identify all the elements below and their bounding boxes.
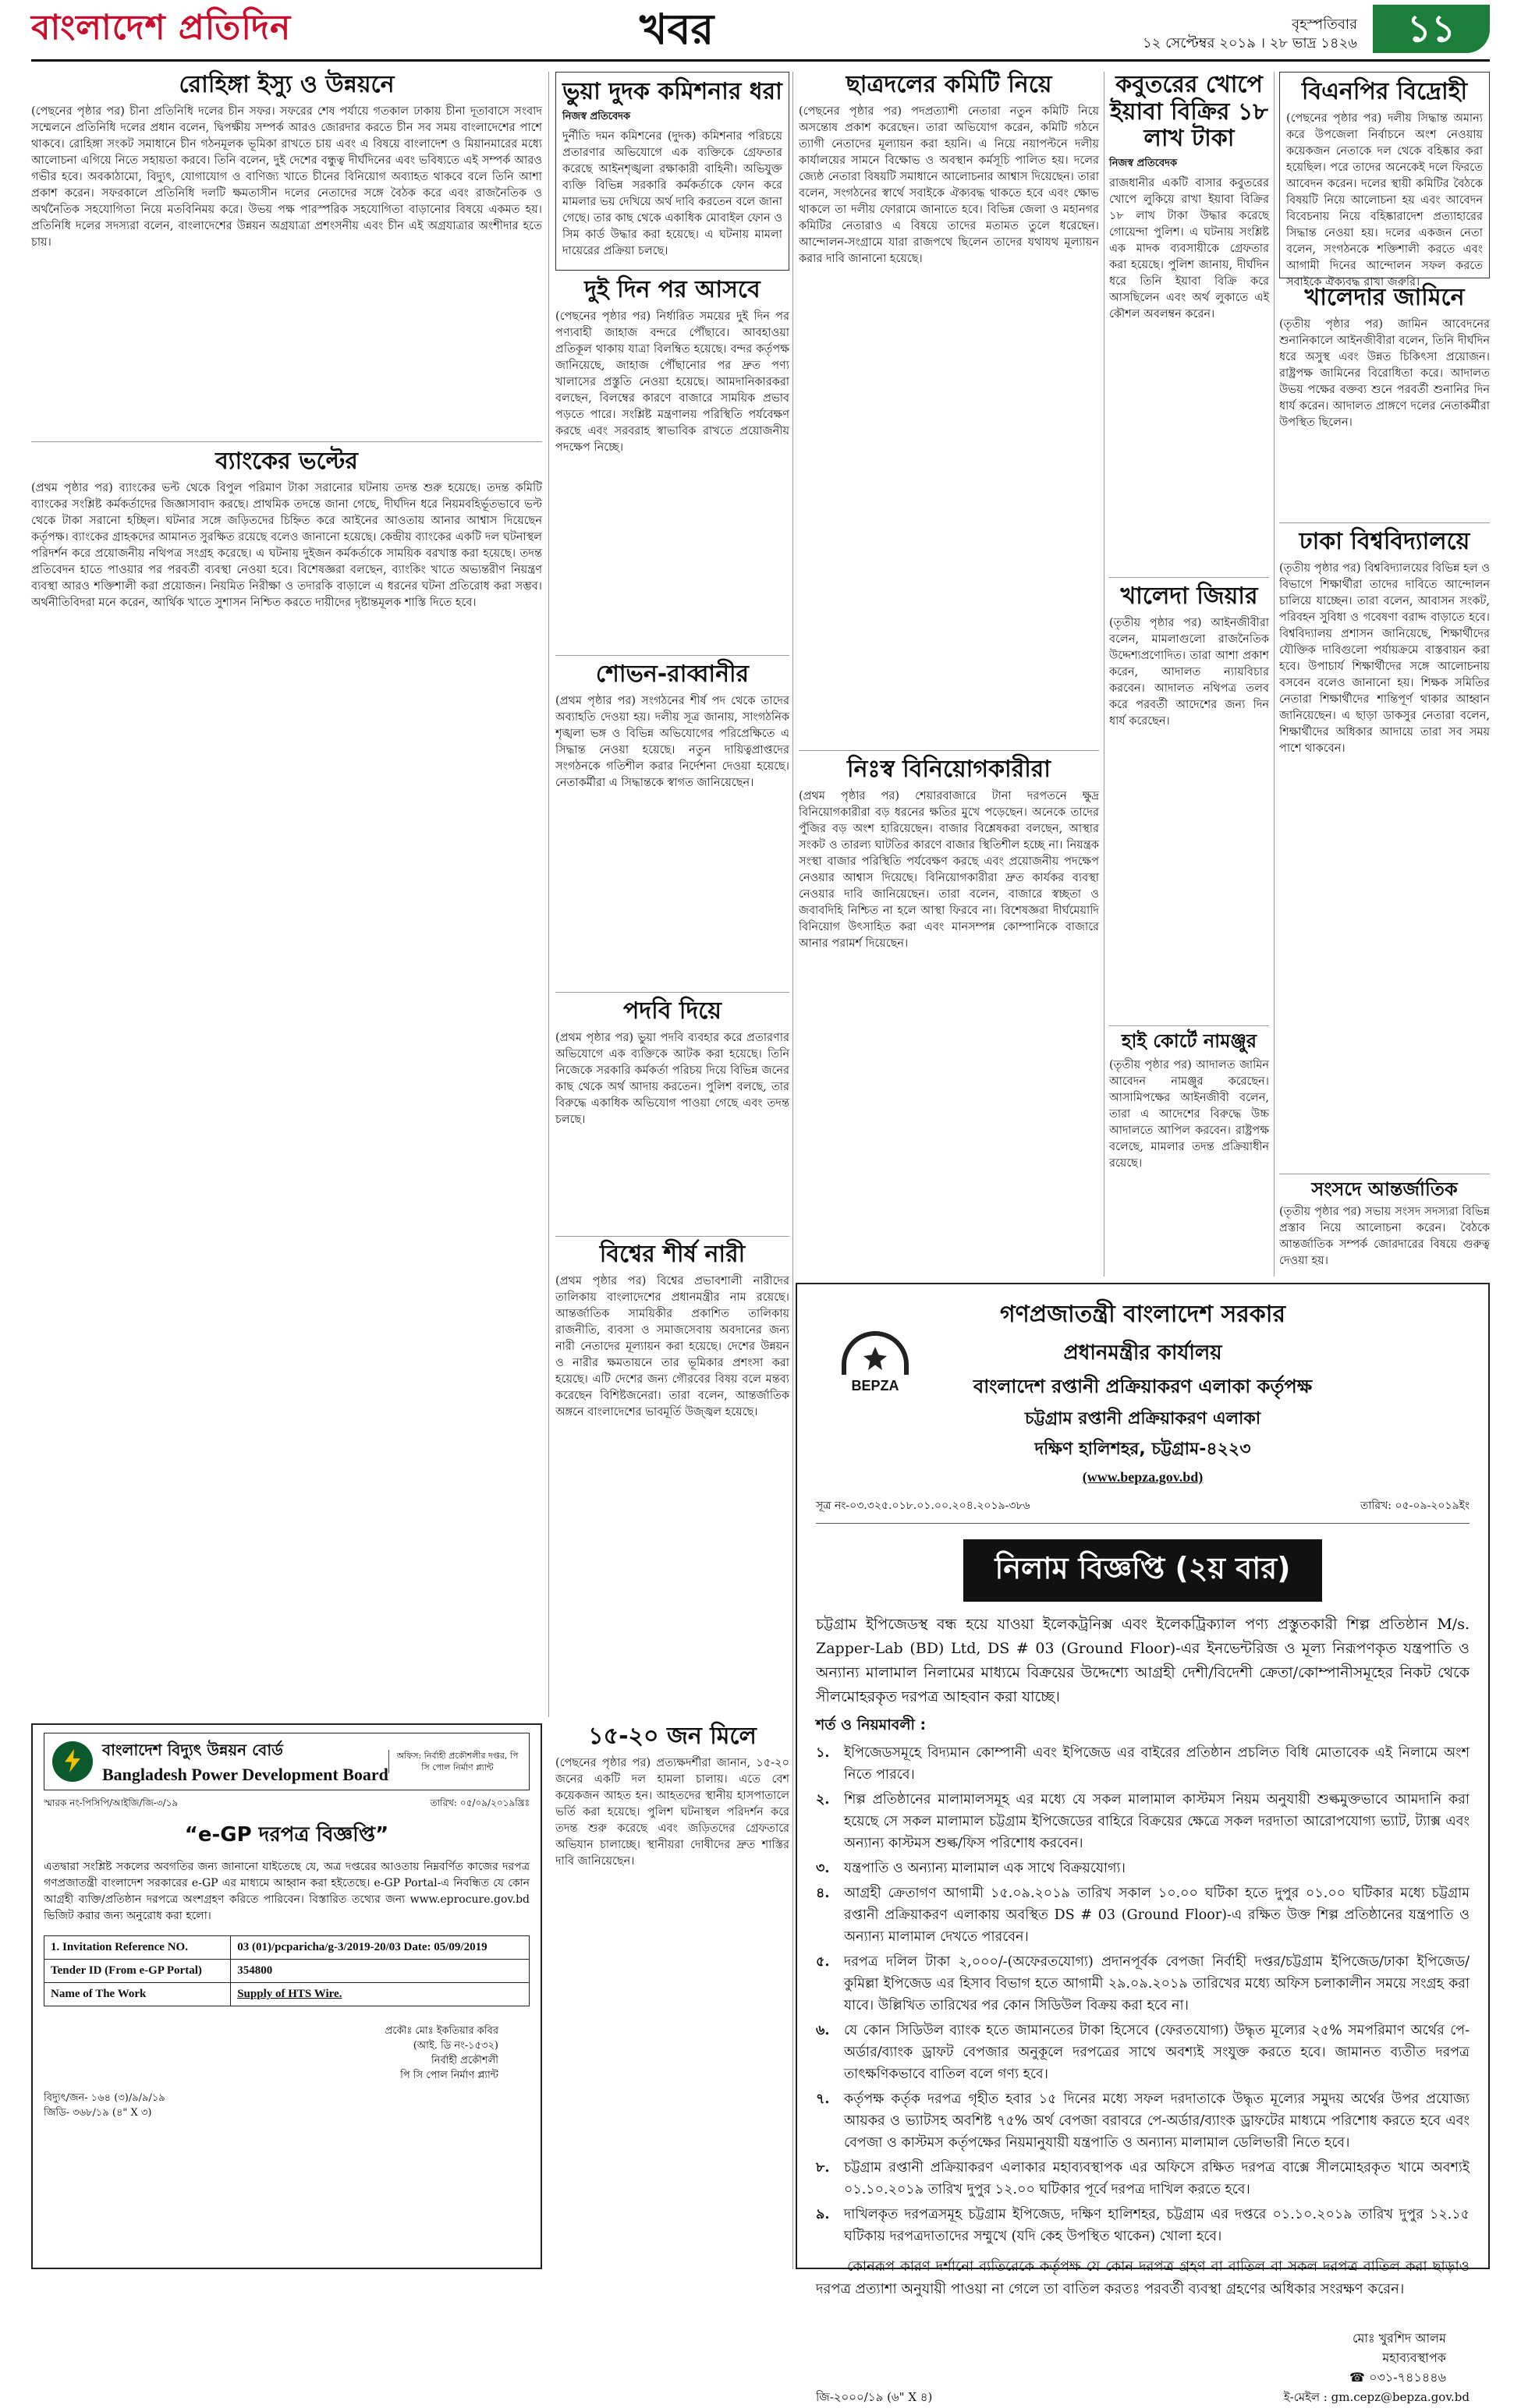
divider xyxy=(555,655,789,656)
article-yaba xyxy=(1109,72,1269,571)
bepza-logo-text: BEPZA xyxy=(851,1378,899,1393)
bpdb-name-en: Bangladesh Power Development Board xyxy=(102,1764,388,1784)
article-body: (তৃতীয় পৃষ্ঠার পর) জামিন আবেদনের শুনানিকালে আইনজীবীরা বলেন, তিনি দীর্ঘদিন ধরে অসুস্থ এবং উন্নত চিকিৎসা প্রয়োজন। রাষ্ট্রপক্ষ জামিনের বিরোধিতা করে। আদালত উভয় পক্ষের বক্তব্য শুনে পরবর্তী শুনানির দিন ধার্য করেন। আদালত প্রাঙ্গণে দলের নেতাকর্মীরা উপস্থিত ছিলেন। xyxy=(1279,317,1490,429)
bepza-gd-code: জি-২০০০/১৯ (৬" X ৪) xyxy=(816,2390,933,2404)
bepza-conditions-title: শর্ত ও নিয়মাবলী : xyxy=(816,1716,927,1733)
bepza-govt: গণপ্রজাতন্ত্রী বাংলাদেশ সরকার xyxy=(1000,1301,1285,1328)
signatory-phone: ☎ ০৩১-৭৪১৪৪৬ xyxy=(1349,2370,1446,2385)
header-rule xyxy=(31,59,1490,62)
bpdb-memo-no: স্মারক নং-পিসিপি/আইজি/জি-৩/১৯ xyxy=(44,1797,179,1808)
headline: ভুয়া দুদক কমিশনার ধরা xyxy=(562,78,782,105)
article-parliament xyxy=(1279,1179,1490,1277)
bepza-logo xyxy=(828,1331,922,1417)
bpdb-tender-ad xyxy=(31,1723,542,2269)
section-title: খবর xyxy=(640,5,714,54)
bpdb-logo-icon xyxy=(52,1741,93,1782)
headline: নিঃস্ব বিনিয়োগকারীরা xyxy=(846,756,1051,783)
headline: শোভন-রাব্বানীর xyxy=(595,660,750,688)
article-body: (প্রথম পৃষ্ঠার পর) বিশ্বের প্রভাবশালী নারীদের তালিকায় বাংলাদেশের প্রধানমন্ত্রীর নাম রয়েছে। আন্তর্জাতিক সাময়িকীর প্রকাশিত তালিকায় রাজনীতি, ব্যবসা ও সমাজসেবায় অবদানের জন্য নারী নেতাদের মূল্যায়ন করা হয়েছে। দেশের উন্নয়ন ও নারীর ক্ষমতায়নে তার ভূমিকার প্রশংসা করা হয়েছে। এটি দেশের জন্য গৌরবের বিষয় বলে মন্তব্য করেছেন বিশিষ্টজনেরা। তারা বলেন, আন্তর্জাতিক অঙ্গনে বাংলাদেশের ভাবমূর্তি উজ্জ্বল হয়েছে। xyxy=(555,1274,789,1418)
headline: খালেদার জামিনে xyxy=(1304,284,1465,311)
masthead xyxy=(0,0,1521,62)
list-item xyxy=(816,2020,1470,2085)
article-body: (তৃতীয় পৃষ্ঠার পর) সভায় সংসদ সদস্যরা বিভিন্ন প্রস্তাব নিয়ে আলোচনা করেন। বৈঠকে আন্তর্জাতিক সম্পর্ক জোরদারের বিষয়ে গুরুত্ব দেওয়া হয়। xyxy=(1279,1205,1490,1267)
item-number: ৪. xyxy=(816,1886,830,1901)
byline: নিজস্ব প্রতিবেদক xyxy=(1109,157,1178,169)
headline: রোহিঙ্গা ইস্যু ও উন্নয়নে xyxy=(179,71,395,98)
item-number: ৫. xyxy=(816,1954,830,1970)
bpdb-title: “e-GP দরপত্র বিজ্ঞপ্তি” xyxy=(184,1823,389,1847)
issue-date xyxy=(1143,16,1357,53)
column-divider xyxy=(548,72,549,1717)
article-body: (প্রথম পৃষ্ঠার পর) সংগঠনের শীর্ষ পদ থেকে তাদের অব্যাহতি দেওয়া হয়। দলীয় সূত্র জানায়, সাংগঠনিক শৃঙ্খলা ভঙ্গ ও বিভিন্ন অভিযোগের পরিপ্রেক্ষিতে এ সিদ্ধান্ত নেওয়া হয়েছে। নতুন দায়িত্বপ্রাপ্তদের সংগঠনকে গতিশীল করার নির্দেশনা দেওয়া হয়েছে। নেতাকর্মীরা এ সিদ্ধান্তকে স্বাগত জানিয়েছেন। xyxy=(555,694,789,789)
article-body: রাজধানীর একটি বাসার কবুতরের খোপে লুকিয়ে রাখা ইয়াবা বিক্রির ১৮ লাখ টাকা উদ্ধার করেছে গোয়েন্দা পুলিশ। এ ঘটনায় সংশ্লিষ্ট এক মাদক ব্যবসায়ীকে গ্রেফতার করা হয়েছে। পুলিশ জানায়, দীর্ঘদিন ধরে তিনি ইয়াবা বিক্রি করে আসছিলেন এবং অর্থ লুকাতে এই কৌশল অবলম্বন করেন। xyxy=(1109,176,1269,320)
table-row xyxy=(44,1960,530,1983)
bepza-conditions-list xyxy=(816,1742,1470,2247)
list-item xyxy=(816,2157,1470,2201)
article-bnp-rebels xyxy=(1279,72,1490,289)
list-item xyxy=(816,2088,1470,2154)
divider xyxy=(555,1236,789,1237)
item-number: ৯. xyxy=(816,2207,830,2222)
item-text: ইপিজেডসমূহে বিদ্যমান কোম্পানী এবং ইপিজেড এর বাইরের প্রতিষ্ঠান প্রচলিত বিধি মোতাবেক এই নিলামে অংশ নিতে পারবে। xyxy=(844,1745,1470,1783)
article-body: (পেছনের পৃষ্ঠার পর) পদপ্রত্যাশী নেতারা নতুন কমিটি নিয়ে অসন্তোষ প্রকাশ করেছেন। তারা অভিযোগ করেন, কমিটি গঠনে ত্যাগী নেতাদের মূল্যায়ন করা হয়নি। এ নিয়ে নয়াপল্টনে দলীয় কার্যালয়ের সামনে বিক্ষোভ ও অবস্থান কর্মসূচি পালিত হয়। দলের জ্যেষ্ঠ নেতারা বিষয়টি সমাধানে আলোচনার আশ্বাস দিয়েছেন। তারা বলেন, সংগঠনের স্বার্থে সবাইকে ঐক্যবদ্ধ থাকতে হবে এবং ক্ষোভ থাকলে তা দলীয় ফোরামে জানাতে হবে। বিভিন্ন জেলা ও মহানগর কমিটির নেতারাও এ বিষয়ে তাদের মতামত তুলে ধরেছেন। আন্দোলন-সংগ্রামে যারা রাজপথে ছিলেন তাদের যথাযথ মূল্যায়ন করার দাবি জানানো হয়েছে। xyxy=(799,104,1099,265)
bpdb-footer: বিদ্যুৎ/জন- ১৬৪ (৩)/৯/৯/১৯ জিডি- ৩৬৮/১৯ (৪" X ৩) xyxy=(44,2092,165,2119)
bpdb-tender-table xyxy=(44,1935,530,2006)
article-two-days-later xyxy=(555,277,789,651)
issue-date-text: ১২ সেপ্টেম্বর ২০১৯ । ২৮ ভাদ্র ১৪২৬ xyxy=(1142,35,1357,51)
article-body: (প্রথম পৃষ্ঠার পর) শেয়ারবাজারে টানা দরপতনে ক্ষুদ্র বিনিয়োগকারীরা বড় ধরনের ক্ষতির মুখে পড়েছেন। অনেকে তাদের পুঁজির বড় অংশ হারিয়েছেন। বাজার বিশ্লেষকরা বলছেন, আস্থার সংকট ও তারল্য ঘাটতির কারণে বাজার স্থিতিশীল হচ্ছে না। নিয়ন্ত্রক সংস্থা বাজার পরিস্থিতি পর্যবেক্ষণ করছে এবং প্রয়োজনীয় পদক্ষেপ নেওয়ার আশ্বাস দিয়েছে। বিনিয়োগকারীরা দ্রুত কার্যকর ব্যবস্থা নেওয়ার দাবি জানিয়েছেন। তারা বলেন, বাজারে স্বচ্ছতা ও জবাবদিহি নিশ্চিত না হলে আস্থা ফিরবে না। বিশেষজ্ঞরা দীর্ঘমেয়াদি বিনিয়োগ উৎসাহিত করা এবং মানসম্পন্ন কোম্পানিকে বাজারে আনার পরামর্শ দিয়েছেন। xyxy=(799,789,1099,950)
table-label: Tender ID (From e-GP Portal) xyxy=(44,1960,231,1983)
bepza-memo-date: তারিখ: ০৫-০৯-২০১৯ইং xyxy=(1360,1500,1470,1512)
bepza-email[interactable]: ই-মেইল : gm.cepz@bepza.gov.bd xyxy=(1283,2390,1470,2404)
bpdb-name-bn: বাংলাদেশ বিদ্যুৎ উন্নয়ন বোর্ড xyxy=(102,1740,283,1759)
headline: সংসদে আন্তর্জাতিক xyxy=(1311,1178,1458,1200)
list-item xyxy=(816,1789,1470,1854)
list-item xyxy=(816,2204,1470,2247)
article-body: (পেছনের পৃষ্ঠার পর) প্রত্যক্ষদর্শীরা জানান, ১৫-২০ জনের একটি দল হামলা চালায়। এতে বেশ কয়েকজন আহত হন। আহতদের স্থানীয় হাসপাতালে ভর্তি করা হয়েছে। পুলিশ ঘটনাস্থল পরিদর্শন করে তদন্ত শুরু করেছে এবং জড়িতদের গ্রেফতারে অভিযান চালাচ্ছে। স্থানীয়রা দোষীদের দ্রুত শাস্তির দাবি জানিয়েছেন। xyxy=(555,1756,789,1868)
bepza-reservation-clause: কোনরূপ কারণ দর্শানো ব্যতিরেকে কর্তৃপক্ষ যে কোন দরপত্র গ্রহণ বা বাতিল বা সকল দরপত্র বাতিল করা ছাড়াও দরপত্র প্রত্যাশা অনুযায়ী পাওয়া না গেলে তা বাতিল করতঃ পরবর্তী ব্যবস্থা গ্রহণের অধিকার সংরক্ষণ করেন। xyxy=(816,2258,1470,2297)
article-body: দুর্নীতি দমন কমিশনের (দুদক) কমিশনার পরিচয়ে প্রতারণার অভিযোগে এক ব্যক্তিকে গ্রেফতার করেছে আইনশৃঙ্খলা রক্ষাকারী বাহিনী। অভিযুক্ত ব্যক্তি বিভিন্ন সরকারি কর্মকর্তাকে ফোন করে মামলার ভয় দেখিয়ে অর্থ দাবি করতেন বলে জানা গেছে। তার কাছ থেকে একাধিক মোবাইল ফোন ও সিম কার্ড উদ্ধার করা হয়েছে। এ ঘটনায় মামলা দায়েরের প্রক্রিয়া চলছে। xyxy=(562,129,782,257)
bepza-address: দক্ষিণ হালিশহর, চট্টগ্রাম-৪২২৩ xyxy=(1034,1439,1251,1459)
headline: ১৫-২০ জন মিলে xyxy=(588,1723,757,1750)
page-number: ১১ xyxy=(1373,5,1490,53)
article-body: (তৃতীয় পৃষ্ঠার পর) আইনজীবীরা বলেন, মামলাগুলো রাজনৈতিক উদ্দেশ্যপ্রণোদিত। তারা আশা প্রকাশ করেন, আদালত ন্যায়বিচার করবেন। আদালত নথিপত্র তলব করে পরবর্তী আদেশের জন্য দিন ধার্য করেছেন। xyxy=(1109,616,1269,728)
headline: ব্যাংকের ভল্টের xyxy=(215,448,358,475)
byline: নিজস্ব প্রতিবেদক xyxy=(562,110,631,122)
article-body: (পেছনের পৃষ্ঠার পর) নির্ধারিত সময়ের দুই দিন পর পণ্যবাহী জাহাজ বন্দরে পৌঁছাবে। আবহাওয়া প্রতিকূল থাকায় যাত্রা বিলম্বিত হয়েছে। বন্দর কর্তৃপক্ষ জানিয়েছে, জাহাজ পৌঁছানোর পর দ্রুত পণ্য খালাসের প্রস্তুতি নেওয়া হয়েছে। আমদানিকারকরা বলছেন, বিলম্বের কারণে বাজারে সাময়িক প্রভাব পড়তে পারে। সংশ্লিষ্ট মন্ত্রণালয় পরিস্থিতি পর্যবেক্ষণ করছে এবং সরবরাহ স্বাভাবিক রাখতে প্রয়োজনীয় পদক্ষেপ নিচ্ছে। xyxy=(555,310,789,454)
column-divider xyxy=(792,72,793,2269)
article-body: (প্রথম পৃষ্ঠার পর) ভুয়া পদবি ব্যবহার করে প্রতারণার অভিযোগে এক ব্যক্তিকে আটক করা হয়েছে। তিনি নিজেকে সরকারি কর্মকর্তা পরিচয় দিয়ে বিভিন্ন জনের কাছ থেকে অর্থ আদায় করতেন। পুলিশ বলছে, তার বিরুদ্ধে একাধিক অভিযোগ পাওয়া গেছে এবং তদন্ত চলছে। xyxy=(555,1031,789,1126)
bepza-intro: চট্টগ্রাম ইপিজেডস্থ বন্ধ হয়ে যাওয়া ইলেকট্রনিক্স এবং ইলেকট্রিক্যাল পণ্য প্রস্তুতকারী শিল্প প্রতিষ্ঠান M/s. Zapper-Lab (BD) Ltd, DS # 03 (Ground Floor)-এর ইনভেন্টরিজ ও মূল্য নিরূপণকৃত যন্ত্রপাতি ও অন্যান্য মালামাল নিলামের মাধ্যমে বিক্রয়ের উদ্দেশ্যে আগ্রহী দেশী/বিদেশী ক্রেতা/কোম্পানীসমূহের নিকট থেকে সীলমোহরকৃত দরপত্র আহবান করা যাচ্ছে। xyxy=(816,1616,1470,1705)
headline: বিশ্বের শীর্ষ নারী xyxy=(599,1241,746,1268)
article-body: (তৃতীয় পৃষ্ঠার পর) বিশ্ববিদ্যালয়ের বিভিন্ন হল ও বিভাগে শিক্ষার্থীরা তাদের দাবিতে আন্দোলন চালিয়ে যাচ্ছেন। তারা বলেন, আবাসন সংকট, পরিবহন সুবিধা ও গবেষণা বরাদ্দ বাড়াতে হবে। বিশ্ববিদ্যালয় প্রশাসন জানিয়েছে, শিক্ষার্থীদের যৌক্তিক দাবিগুলো পর্যায়ক্রমে বাস্তবায়ন করা হবে। উপাচার্য শিক্ষার্থীদের সঙ্গে আলোচনায় বসবেন বলেও জানানো হয়। শিক্ষক সমিতির নেতারা শিক্ষার্থীদের শান্তিপূর্ণ থাকার আহ্বান জানিয়েছেন। এ ছাড়া ডাকসুর নেতারা বলেন, শিক্ষার্থীদের অধিকার আদায়ে তারা সব সময় পাশে থাকবেন। xyxy=(1279,561,1490,755)
article-shovon-rabbani xyxy=(555,661,789,989)
headline: দুই দিন পর আসবে xyxy=(584,276,760,303)
article-bank-vault xyxy=(31,448,542,1716)
bepza-zone: চট্টগ্রাম রপ্তানী প্রক্রিয়াকরণ এলাকা xyxy=(1024,1409,1261,1429)
article-dhaka-university xyxy=(1279,529,1490,1168)
item-text: যন্ত্রপাতি ও অন্যান্য মালামাল এক সাথে বিক্রয়যোগ্য। xyxy=(844,1861,1126,1876)
divider xyxy=(31,441,542,442)
item-number: ৩. xyxy=(816,1861,830,1876)
bepza-authority: বাংলাদেশ রপ্তানী প্রক্রিয়াকরণ এলাকা কর্তৃপক্ষ xyxy=(973,1376,1313,1397)
table-label: 1. Invitation Reference NO. xyxy=(44,1936,231,1960)
table-value: Supply of HTS Wire. xyxy=(231,1983,530,2006)
article-khaleda-zia xyxy=(1109,583,1269,1020)
headline: ছাত্রদলের কমিটি নিয়ে xyxy=(846,71,1052,98)
headline: পদবি দিয়ে xyxy=(623,997,722,1025)
bpdb-body: এতদ্বারা সংশ্লিষ্ট সকলের অবগতির জন্য জানানো যাইতেছে যে, অত্র দপ্তরের আওতায় নিম্নবর্ণিত কাজের দরপত্র গণপ্রজাতন্ত্রী বাংলাদেশ সরকারের e-GP এর মাধ্যমে আহ্বান করা হইতেছে। e-GP Portal-এ নিবন্ধিত যে কোন আগ্রহী ব্যক্তি/প্রতিষ্ঠান দরপত্রে অংশগ্রহণ করিতে পারিবেন। বিস্তারিত তথ্যের জন্য www.eprocure.gov.bd ভিজিট করার জন্য অনুরোধ করা হলো। xyxy=(44,1861,530,1922)
bpdb-signature: প্রকৌঃ মোঃ ইকতিয়ার কবির (আই. ডি নং-১৫৩২) নির্বাহী প্রকৌশলী পি সি পোল নির্মাণ প্ল্যান্ট xyxy=(385,2025,498,2081)
item-text: যে কোন সিডিউল ব্যাংক হতে জামানতের টাকা হিসেবে (ফেরতযোগ্য) উদ্ধৃত মূল্যের ২৫% সমপরিমাণ অর্থের পে-অর্ডার/ব্যাংক ড্রাফট বেপজার অনুকূলে দরপত্রের সাথে অবশ্যই সংযুক্ত করতে হবে। জামানত ব্যতীত দরপত্র তাৎক্ষণিকভাবে বাতিল বলে গণ্য হবে। xyxy=(844,2023,1470,2082)
divider xyxy=(1109,577,1269,578)
list-item xyxy=(816,1951,1470,2017)
article-body: (তৃতীয় পৃষ্ঠার পর) আদালত জামিন আবেদন নামঞ্জুর করেছেন। আসামিপক্ষের আইনজীবী বলেন, তারা এ আদেশের বিরুদ্ধে উচ্চ আদালতে আপিল করবেন। রাষ্ট্রপক্ষ বলেছে, মামলার তদন্ত প্রক্রিয়াধীন রয়েছে। xyxy=(1109,1058,1269,1170)
bpdb-office: অফিস: নির্বাহী প্রকৌশলীর দপ্তর, পি সি পোল নির্মাণ প্ল্যান্ট xyxy=(388,1750,521,1773)
signatory-title: মহাব্যবস্থাপক xyxy=(1382,2350,1446,2365)
article-body: (পেছনের পৃষ্ঠার পর) চীনা প্রতিনিধি দলের চীন সফর। সফরের শেষ পর্যায়ে গতকাল ঢাকায় চীনা দূতাবাসে সংবাদ সম্মেলনে প্রতিনিধি দলের প্রধান বলেন, দ্বিপক্ষীয় সম্পর্ক আরও জোরদার করতে চীন সব সময় বাংলাদেশের পাশে থাকবে। রোহিঙ্গা সংকট সমাধানে চীন গঠনমূলক ভূমিকা রাখতে চায় এবং এ বিষয়ে বাংলাদেশ ও মিয়ানমারের মধ্যে আলোচনা এগিয়ে নিতে সহায়তা করবে। তিনি বলেন, দুই দেশের বন্ধুত্ব দীর্ঘদিনের এবং ভবিষ্যতে এই সম্পর্ক আরও গভীর হবে। অবকাঠামো, বিদ্যুৎ, যোগাযোগ ও বাণিজ্য খাতে চীনের বিনিয়োগ অব্যাহত থাকবে বলে তিনি আশা প্রকাশ করেন। সফরকালে প্রতিনিধি দলটি ক্ষমতাসীন দলের নেতাদের সঙ্গে বৈঠক করে এবং রাজনৈতিক ও অর্থনৈতিক সহযোগিতা নিয়ে মতবিনিময় করে। উভয় পক্ষ পারস্পরিক সহযোগিতা বাড়ানোর বিষয়ে একমত হয়। প্রতিনিধি দলের সদস্যরা বলেন, বাংলাদেশের উন্নয়ন অগ্রযাত্রা প্রশংসনীয় এবং চীন এই অগ্রযাত্রার অংশীদার হতে চায়। xyxy=(31,104,542,249)
divider xyxy=(1109,1025,1269,1026)
article-chhatradal xyxy=(799,72,1099,746)
list-item xyxy=(816,1742,1470,1786)
article-15-20-people xyxy=(555,1723,789,2269)
bepza-memo-no: সূত্র নং-০৩.৩২৫.০১৮.০১.০০.২০৪.২০১৯-৩৮৬ xyxy=(816,1500,1030,1512)
item-number: ৬. xyxy=(816,2023,830,2038)
headline: কবুতরের খোপে ইয়াবা বিক্রির ১৮ লাখ টাকা xyxy=(1110,71,1268,152)
bpdb-header xyxy=(44,1733,530,1790)
table-label: Name of The Work xyxy=(44,1983,231,2006)
article-khaleda-bail xyxy=(1279,285,1490,519)
bpdb-memo-date: তারিখ: ০৫/০৯/২০১৯খ্রিঃ xyxy=(430,1797,530,1808)
bepza-signature xyxy=(816,2328,1470,2387)
bepza-notice-title: নিলাম বিজ্ঞপ্তি (২য় বার) xyxy=(963,1539,1322,1602)
article-rohingya xyxy=(31,72,542,438)
table-row xyxy=(44,1983,530,2006)
item-number: ৮. xyxy=(816,2160,830,2176)
item-text: শিল্প প্রতিষ্ঠানের মালামালসমূহ এর মধ্যে যে সকল মালামাল কাস্টমস নিয়ম অনুযায়ী শুল্কমুক্তভাবে আমদানি করা হয়েছে সে সকল মালামাল চট্টগ্রাম ইপিজেডের বাহিরে বিক্রয়ের ক্ষেত্রে সকল দরদাতা আরোপযোগ্য ভ্যাট, ট্যাক্স এবং অন্যান্য কাস্টমস শুল্ক/ফিস পরিশোধ করবেন। xyxy=(844,1792,1470,1851)
newspaper-logo[interactable] xyxy=(31,8,291,48)
table-value: 354800 xyxy=(231,1960,530,1983)
list-item xyxy=(816,1857,1470,1879)
logo-text: বাংলাদেশ প্রতিদিন xyxy=(31,8,292,48)
item-text: দরপত্র দলিল টাকা ২,০০০/-(অফেরতযোগ্য) প্রদানপূর্বক বেপজা নির্বাহী দপ্তর/চট্টগ্রাম ইপিজেড/ঢাকা ইপিজেড/কুমিল্লা ইপিজেড এর হিসাব বিভাগ হতে আগামী ২৯.০৯.২০১৯ তারিখের মধ্যে অফিস চলাকালীন সময়ে সংগ্রহ করা যাবে। উল্লিখিত তারিখের পর কোন সিডিউল বিক্রয় করা হবে না। xyxy=(844,1954,1470,2013)
list-item xyxy=(816,1882,1470,1948)
item-number: ২. xyxy=(816,1792,830,1808)
bepza-gear-icon xyxy=(842,1331,909,1375)
divider xyxy=(1279,522,1490,523)
item-text: আগ্রহী ক্রেতাগণ আগামী ১৫.০৯.২০১৯ তারিখ সকাল ১০.০০ ঘটিকা হতে দুপুর ০১.০০ ঘটিকার মধ্যে চট্টগ্রাম রপ্তানী প্রক্রিয়াকরণ এলাকায় অবস্থিত DS # 03 (Ground Floor)-এ রক্ষিত উক্ত শিল্প প্রতিষ্ঠানের যন্ত্রপাতি ও অন্যান্য মালামাল দেখতে পারবেন। xyxy=(844,1886,1470,1945)
divider xyxy=(555,992,789,993)
divider xyxy=(799,750,1099,751)
article-body: (পেছনের পৃষ্ঠার পর) দলীয় সিদ্ধান্ত অমান্য করে উপজেলা নির্বাচনে অংশ নেওয়ায় কয়েকজন নেতাকে দল থেকে বহিষ্কার করা হয়েছিল। পরে তাদের অনেকেই দলে ফিরতে আবেদন করেন। দলের স্থায়ী কমিটির বৈঠকে বিষয়টি নিয়ে আলোচনা হয় এবং আবেদন বিবেচনায় নিয়ে বহিষ্কারাদেশ প্রত্যাহারের সিদ্ধান্ত নেওয়া হয়। দলের একজন নেতা বলেন, সংগঠনকে শক্তিশালী করতে এবং আগামী দিনের আন্দোলন সফল করতে সবাইকে ঐক্যবদ্ধ রাখা জরুরি। xyxy=(1286,112,1483,289)
article-padabi xyxy=(555,998,789,1232)
column-divider xyxy=(1274,72,1275,1277)
headline: খালেদা জিয়ার xyxy=(1120,583,1258,610)
item-number: ১. xyxy=(816,1745,830,1761)
headline: ঢাকা বিশ্ববিদ্যালয়ে xyxy=(1299,528,1470,555)
item-text: কর্তৃপক্ষ কর্তৃক দরপত্র গৃহীত হবার ১৫ দিনের মধ্যে সফল দরদাতাকে উদ্ধৃত মূল্যের সমুদয় অর্থের উপর প্রযোজ্য আয়কর ও ভ্যাটসহ অবশিষ্ট ৭৫% অর্থ বেপজা বরাবরে পে-অর্ডার/ব্যাংক ড্রাফটের মাধ্যমে পরিশোধ করতে হবে এবং বেপজা ও কাস্টমস কর্তৃপক্ষের নিয়মানুযায়ী যন্ত্রপাতি ও অন্যান্য মালামাল ডেলিভারী নিতে হবে। xyxy=(844,2091,1470,2151)
headline: হাই কোর্টে নামঞ্জুর xyxy=(1121,1030,1257,1052)
article-top-women xyxy=(555,1241,789,1716)
headline: বিএনপির বিদ্রোহী xyxy=(1301,78,1468,105)
item-text: দাখিলকৃত দরপত্রসমূহ চট্টগ্রাম ইপিজেড, দক্ষিণ হালিশহর, চট্টগ্রাম এর দপ্তরে ০১.১০.২০১৯ তারিখ দুপুর ১২.১৫ ঘটিকায় দরপত্রদাতাদের সম্মুখে (যদি কেহ উপস্থিত থাকেন) খোলা হবে। xyxy=(844,2207,1470,2244)
item-number: ৭. xyxy=(816,2091,830,2107)
bepza-auction-ad xyxy=(796,1283,1490,2404)
issue-day: বৃহস্পতিবার xyxy=(1292,16,1357,33)
bepza-website-link[interactable]: (www.bepza.gov.bd) xyxy=(1082,1469,1204,1485)
bepza-office: প্রধানমন্ত্রীর কার্যালয় xyxy=(1063,1341,1222,1365)
signatory-name: মোঃ খুরশিদ আলম xyxy=(1353,2331,1446,2346)
table-value: 03 (01)/pcparicha/g-3/2019-20/03 Date: 05/09/2019 xyxy=(231,1936,530,1960)
article-fake-acc-commissioner xyxy=(555,72,789,271)
table-row xyxy=(44,1936,530,1960)
article-investors xyxy=(799,756,1099,1080)
article-body: (প্রথম পৃষ্ঠার পর) ব্যাংকের ভল্ট থেকে বিপুল পরিমাণ টাকা সরানোর ঘটনায় তদন্ত শুরু হয়েছে। তদন্ত কমিটি ব্যাংকের সংশ্লিষ্ট কর্মকর্তাদের জিজ্ঞাসাবাদ করছে। প্রাথমিক তদন্তে জানা গেছে, দীর্ঘদিন ধরে নিয়মবহির্ভূতভাবে ভল্ট থেকে টাকা সরানো হচ্ছিল। ঘটনার সঙ্গে জড়িতদের চিহ্নিত করে আইনের আওতায় আনার আশ্বাস দিয়েছেন কর্তৃপক্ষ। ব্যাংকের গ্রাহকদের আমানত সুরক্ষিত রয়েছে বলেও জানানো হয়েছে। কেন্দ্রীয় ব্যাংকের একটি দল ঘটনাস্থল পরিদর্শন করে প্রয়োজনীয় নথিপত্র সংগ্রহ করেছে। এ ঘটনায় দুইজন কর্মকর্তাকে সাময়িক বরখাস্ত করা হয়েছে। তদন্ত প্রতিবেদন হাতে পাওয়ার পর পরবর্তী ব্যবস্থা নেওয়া হবে। বিশেষজ্ঞরা বলছেন, ব্যাংকিং খাতে অভ্যন্তরীণ নিয়ন্ত্রণ ব্যবস্থা আরও শক্তিশালী করা প্রয়োজন। নিয়মিত নিরীক্ষা ও তদারকি বাড়ালে এ ধরনের ঘটনা প্রতিরোধ করা সম্ভব। অর্থনীতিবিদরা মনে করেন, আর্থিক খাতে সুশাসন নিশ্চিত করতে দায়ীদের দৃষ্টান্তমূলক শাস্তি দিতে হবে। xyxy=(31,481,542,609)
item-text: চট্টগ্রাম রপ্তানী প্রক্রিয়াকরণ এলাকার মহাব্যবস্থাপক এর অফিসে রক্ষিত দরপত্র বাক্সে সীলমোহরকৃত খামে অবশ্যই ০১.১০.২০১৯ তারিখ দুপুর ১২.০০ ঘটিকার পূর্বে দরপত্র দাখিল করতে হবে। xyxy=(844,2160,1470,2197)
article-high-court xyxy=(1109,1031,1269,1277)
